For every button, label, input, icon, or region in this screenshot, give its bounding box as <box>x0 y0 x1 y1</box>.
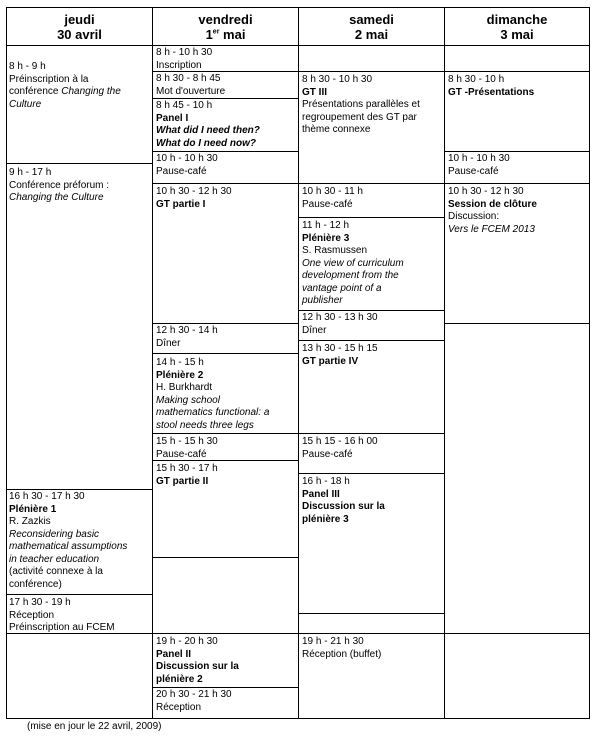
session-title: GT -Présentations <box>448 86 535 98</box>
session-time: 14 h - 15 h <box>156 357 204 368</box>
footnote: (mise en jour le 22 avril, 2009) <box>27 721 162 732</box>
table-border-right <box>589 7 590 719</box>
session-time: 8 h 30 - 8 h 45 <box>156 73 221 84</box>
session-samedi-6: 15 h 15 - 16 h 00 Pause-café <box>302 436 378 460</box>
session-title: GT partie II <box>156 475 209 487</box>
session-title: Session de clôture <box>448 198 537 210</box>
table-border-left <box>6 7 7 719</box>
session-vendredi-2: 8 h 30 - 8 h 45 Mot d'ouverture <box>156 73 226 97</box>
session-vendredi-3: 8 h 45 - 10 h Panel I What did I need then? What do I need now? <box>156 100 260 149</box>
row-divider <box>444 323 590 324</box>
session-time: 10 h 30 - 11 h <box>302 186 363 197</box>
session-vendredi-1: 8 h - 10 h 30 Inscription <box>156 47 213 71</box>
row-divider <box>152 183 299 184</box>
session-samedi-1: 8 h 30 - 10 h 30 GT III Présentations parallèles et regroupement des GT par thème connexe <box>302 74 420 135</box>
session-time: 12 h 30 - 13 h 30 <box>302 312 378 323</box>
row-divider <box>298 71 445 72</box>
session-jeudi-3: 16 h 30 - 17 h 30 Plénière 1 R. Zazkis Reconsidering basic mathematical assumptions in teacher education (activité connexe à la conférence) <box>9 491 128 590</box>
session-vendredi-11: 20 h 30 - 21 h 30 Réception <box>156 689 232 713</box>
row-divider <box>6 594 153 595</box>
session-time: 9 h - 17 h <box>9 167 52 178</box>
row-divider <box>152 557 299 558</box>
session-vendredi-5 <box>156 186 232 211</box>
header-vendredi <box>153 12 298 42</box>
row-divider <box>152 323 299 324</box>
session-vendredi-9 <box>156 463 218 488</box>
header-day: vendredi <box>198 12 253 27</box>
row-divider <box>152 633 299 634</box>
header-divider <box>6 45 590 46</box>
session-time: 8 h - 9 h <box>9 61 46 72</box>
session-samedi-3: 11 h - 12 h Plénière 3 S. Rasmussen One view of curriculum development from the vantage point of a publisher <box>302 220 404 306</box>
session-dimanche-2: 10 h - 10 h 30 Pause-café <box>448 153 510 177</box>
row-divider <box>152 98 299 99</box>
row-divider <box>298 433 445 434</box>
session-time: 10 h 30 - 12 h 30 <box>448 186 524 197</box>
session-samedi-2: 10 h 30 - 11 h Pause-café <box>302 186 363 210</box>
session-title: Panel III <box>302 488 340 500</box>
row-divider <box>444 633 590 634</box>
row-divider <box>298 473 445 474</box>
session-time: 16 h - 18 h <box>302 476 350 487</box>
session-title: Plénière 2 <box>156 369 204 381</box>
session-samedi-8: 19 h - 21 h 30 Réception (buffet) <box>302 636 382 660</box>
session-time: 19 h - 20 h 30 <box>156 636 218 647</box>
row-divider <box>298 310 445 311</box>
session-time: 10 h - 10 h 30 <box>448 153 510 164</box>
session-title: Plénière 3 <box>302 232 350 244</box>
session-time: 12 h 30 - 14 h <box>156 325 218 336</box>
session-time: 8 h 30 - 10 h <box>448 74 505 85</box>
session-jeudi-4: 17 h 30 - 19 h Réception Préinscription au FCEM <box>9 597 115 633</box>
speaker: H. Burkhardt <box>156 382 213 393</box>
session-vendredi-6: 12 h 30 - 14 h Dîner <box>156 325 218 349</box>
header-dimanche <box>445 12 589 42</box>
row-divider <box>6 163 153 164</box>
session-time: 8 h 30 - 10 h 30 <box>302 74 373 85</box>
session-time: 10 h - 10 h 30 <box>156 153 218 164</box>
session-time: 13 h 30 - 15 h 15 <box>302 343 378 354</box>
session-title: Plénière 1 <box>9 503 57 515</box>
speaker: S. Rasmussen <box>302 245 368 256</box>
session-time: 17 h 30 - 19 h <box>9 597 71 608</box>
session-time: 15 h 30 - 17 h <box>156 463 218 474</box>
session-title: Panel II <box>156 648 192 660</box>
session-title: GT partie IV <box>302 355 359 367</box>
session-time: 8 h 45 - 10 h <box>156 100 213 111</box>
row-divider <box>152 687 299 688</box>
row-divider <box>298 633 445 634</box>
row-divider <box>298 340 445 341</box>
session-samedi-5 <box>302 343 378 368</box>
session-vendredi-8: 15 h - 15 h 30 Pause-café <box>156 436 218 460</box>
header-samedi <box>299 12 444 42</box>
column-divider <box>152 7 153 719</box>
row-divider <box>298 613 445 614</box>
session-jeudi-2: 9 h - 17 h Conférence préforum : Changing the Culture <box>9 167 110 203</box>
session-title: GT partie I <box>156 198 206 210</box>
row-divider <box>152 353 299 354</box>
session-samedi-4: 12 h 30 - 13 h 30 Dîner <box>302 312 378 336</box>
row-divider <box>6 489 153 490</box>
row-divider <box>444 71 590 72</box>
session-title: GT III <box>302 86 327 98</box>
speaker: R. Zazkis <box>9 516 51 527</box>
row-divider <box>298 217 445 218</box>
session-time: 20 h 30 - 21 h 30 <box>156 689 232 700</box>
row-divider <box>298 183 445 184</box>
session-jeudi-1: 8 h - 9 h Préinscription à la conférence Changing the Culture <box>9 61 121 110</box>
session-time: 15 h 15 - 16 h 00 <box>302 436 378 447</box>
row-divider <box>444 151 590 152</box>
header-date: 30 avril <box>57 27 102 42</box>
session-vendredi-7: 14 h - 15 h Plénière 2 H. Burkhardt Making school mathematics functional: a stool needs three legs <box>156 357 270 431</box>
header-jeudi <box>7 12 152 42</box>
row-divider <box>444 183 590 184</box>
session-dimanche-1 <box>448 74 534 99</box>
header-date: 1er mai <box>205 27 246 42</box>
session-time: 15 h - 15 h 30 <box>156 436 218 447</box>
session-time: 19 h - 21 h 30 <box>302 636 364 647</box>
header-day: jeudi <box>64 12 95 27</box>
session-time: 8 h - 10 h 30 <box>156 47 213 58</box>
row-divider <box>152 151 299 152</box>
session-time: 11 h - 12 h <box>302 220 350 231</box>
session-title: Panel I <box>156 112 189 124</box>
session-time: 10 h 30 - 12 h 30 <box>156 186 232 197</box>
header-day: samedi <box>349 12 394 27</box>
session-vendredi-10: 19 h - 20 h 30 Panel II Discussion sur la plénière 2 <box>156 636 239 685</box>
header-day: dimanche <box>486 12 548 27</box>
session-dimanche-3: 10 h 30 - 12 h 30 Session de clôture Discussion: Vers le FCEM 2013 <box>448 186 537 235</box>
row-divider <box>152 433 299 434</box>
header-date: 2 mai <box>354 27 389 42</box>
session-time: 16 h 30 - 17 h 30 <box>9 491 85 502</box>
session-vendredi-4: 10 h - 10 h 30 Pause-café <box>156 153 218 177</box>
header-date: 3 mai <box>500 27 534 42</box>
session-samedi-7: 16 h - 18 h Panel III Discussion sur la plénière 3 <box>302 476 385 525</box>
